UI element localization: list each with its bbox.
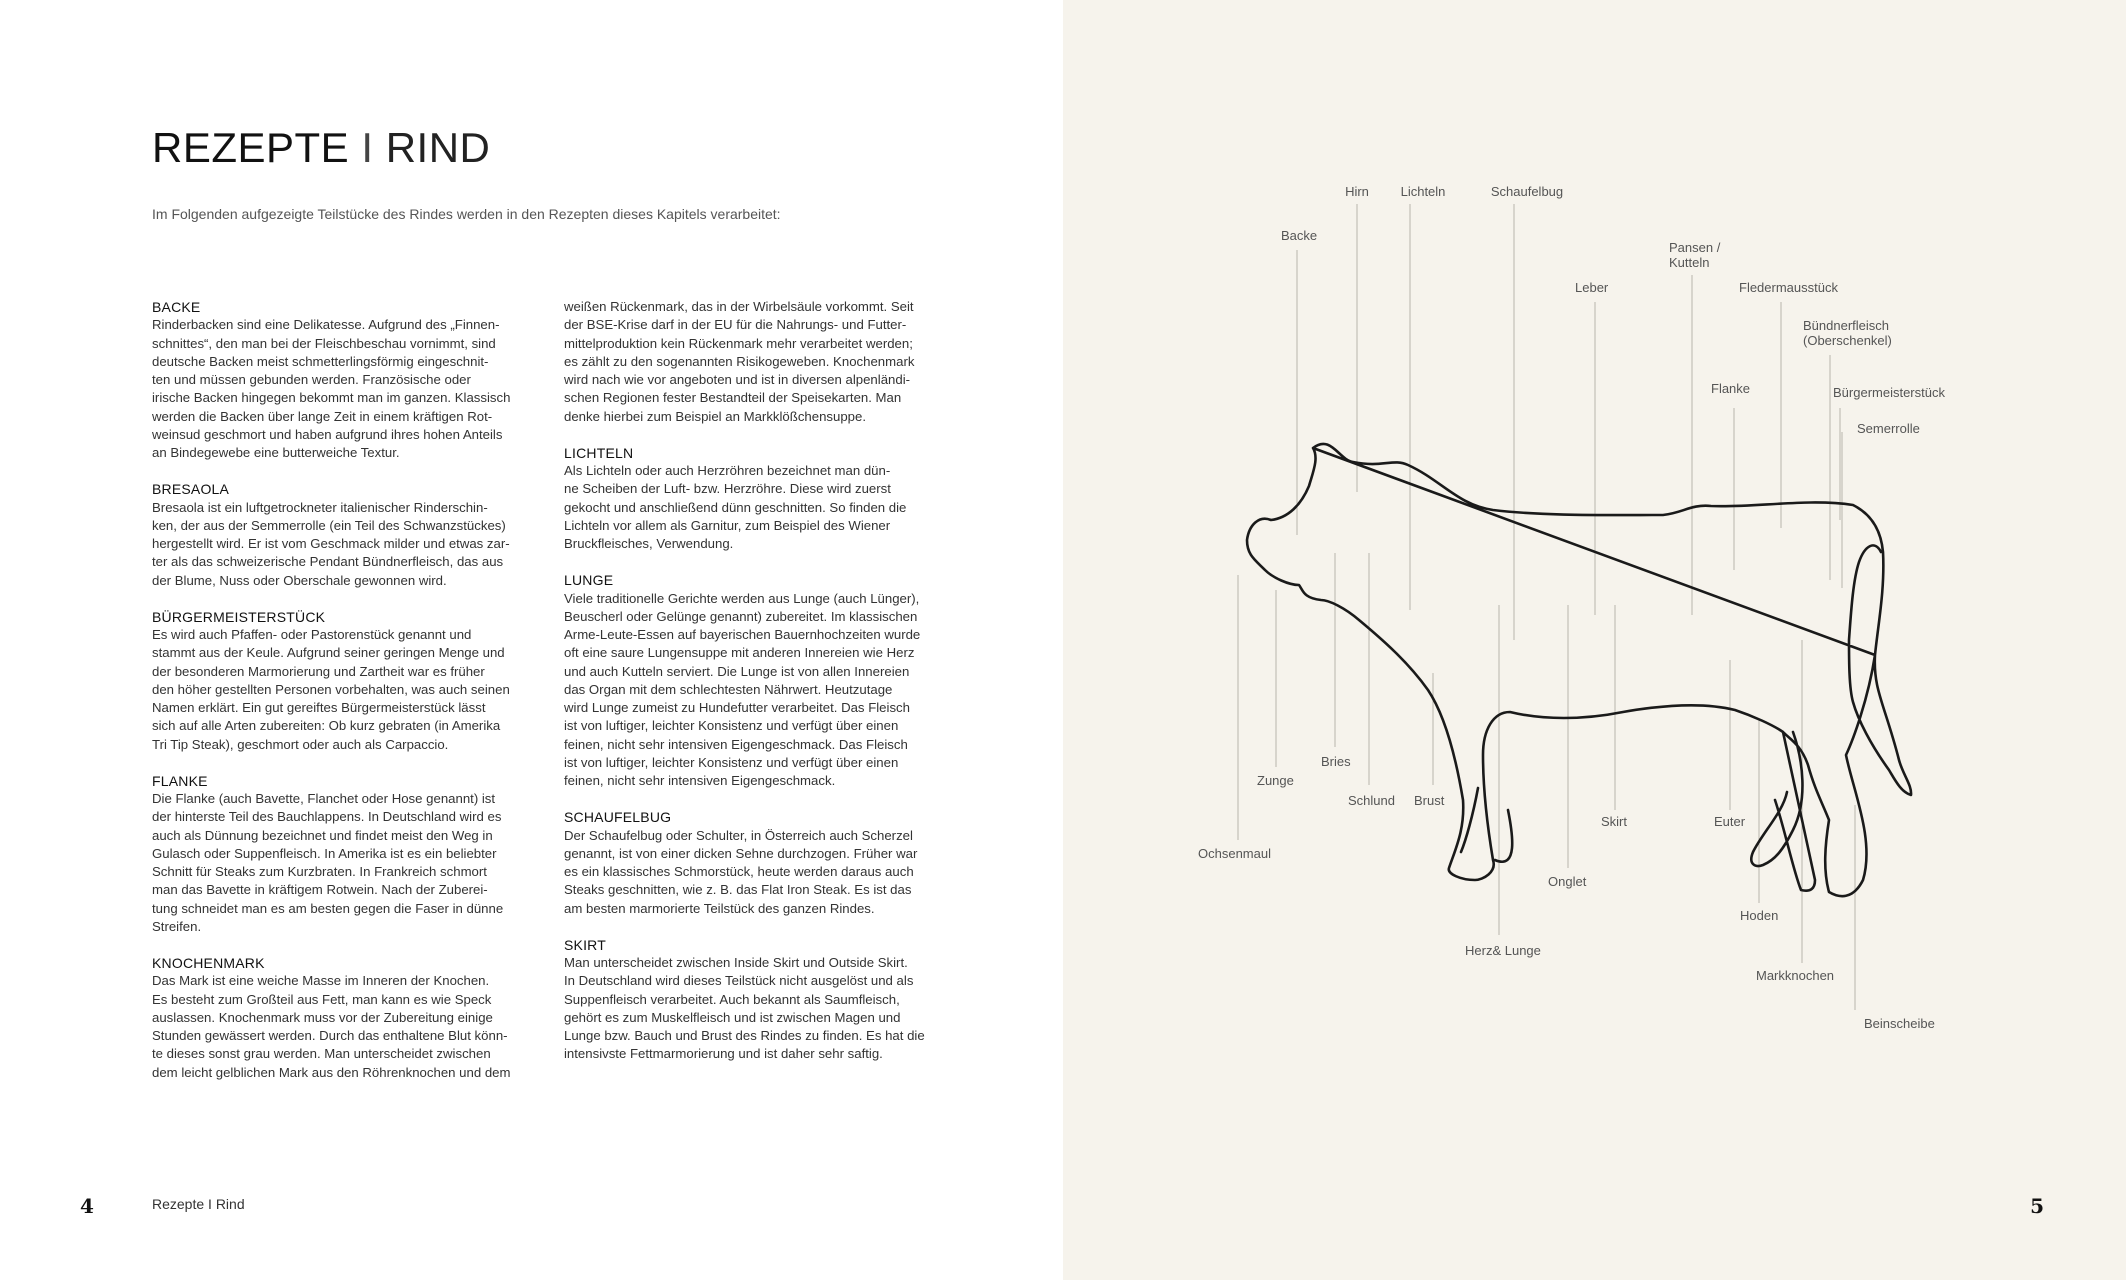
entry-schaufelbug [564, 808, 964, 918]
label-markknochen: Markknochen [1756, 968, 1835, 983]
label-backe: Backe [1281, 228, 1318, 243]
entry-heading: BÜRGERMEISTERSTÜCK [152, 608, 326, 625]
entry-text: Als Lichteln oder auch Herzröhren bezeichnet man dün- ne Scheiben der Luft- bzw. Herzröhre. Diese wird zuerst gekocht und anschließend dünn geschnitten. So finden die Lichteln vor allem als Garnitur, zum Beispiel des Wiener Bruckfleisches, Verwendung. [564, 463, 907, 551]
label-semerrolle: Semerrolle [1857, 421, 1920, 436]
label-onglet: Onglet [1548, 874, 1587, 889]
entry-heading: FLANKE [152, 772, 208, 789]
title-sub: RIND [385, 124, 491, 171]
label-pansen-line1: Pansen / [1669, 240, 1721, 255]
entry-heading: BRESAOLA [152, 481, 230, 498]
entry-continuation: weißen Rückenmark, das in der Wirbelsäule vorkommt. Seit der BSE-Krise darf in der EU für die Nahrungs- und Futter- mittelproduktion kein Rückenmark mehr verarbeitet werden; es zählt zu den sogenannten Risikogeweben. Knochenmark wird nach wie vor angeboten und ist in diversen alpenländi- schen Regionen fester Bestandteil der Speisekarten. Man denke hierbei zum Beispiel an Markklößchensuppe. [564, 299, 915, 424]
entry-text: Man unterscheidet zwischen Inside Skirt und Outside Skirt. In Deutschland wird dieses Teilstück nicht ausgelöst und als Suppenfleisch verarbeitet. Auch bekannt als Saumfleisch, gehört es zum Muskelfleisch und ist zwischen Magen und Lunge bzw. Bauch und Brust des Rindes zu finden. Es hat die intensivste Fettmarmorierung und ist daher sehr saftig. [564, 955, 925, 1062]
label-euter: Euter [1714, 814, 1746, 829]
title-main: REZEPTE [152, 124, 350, 171]
label-skirt: Skirt [1601, 814, 1627, 829]
right-page [1063, 0, 2126, 1280]
intro-text: Im Folgenden aufgezeigte Teilstücke des Rindes werden in den Rezepten dieses Kapitels verarbeitet: [152, 206, 781, 222]
entry-text: Das Mark ist eine weiche Masse im Inneren der Knochen. Es besteht zum Großteil aus Fett, man kann es wie Speck auslassen. Knochenmark muss vor der Zubereitung einige Stunden gewässert werden. Durch das enthaltene Blut könn- te dieses sonst grau werden. Man unterscheidet zwischen dem leicht gelblichen Mark aus den Röhrenknochen und dem [152, 973, 511, 1080]
text-column-2 [564, 298, 964, 1082]
entry-text: Es wird auch Pfaffen- oder Pastorenstück genannt und stammt aus der Keule. Aufgrund seiner geringen Menge und der besonderen Marmorierung und Zartheit war es früher den höher gestellten Personen vorbehalten, was auch seinen Namen erklärt. Ein gut gereiftes Bürgermeisterstück lässt sich auf alle Arten zubereiten: Ob kurz gebraten (in Amerika Tri Tip Steak), geschmort oder auch als Carpaccio. [152, 627, 510, 752]
label-fledermausstueck: Fledermausstück [1739, 280, 1838, 295]
entry-heading: BACKE [152, 299, 201, 315]
label-ochsenmaul: Ochsenmaul [1198, 846, 1271, 861]
label-brust: Brust [1414, 793, 1445, 808]
entry-heading: LICHTELN [564, 444, 634, 461]
leader-lines [1238, 204, 1855, 1010]
label-schaufelbug: Schaufelbug [1490, 184, 1564, 199]
entry-bresaola [152, 480, 552, 590]
entry-text: Viele traditionelle Gerichte werden aus Lunge (auch Lünger), Beuscherl oder Gelünge genannt) zubereitet. Im klassischen Arme-Leute-Essen auf bayerischen Bauernhochzeiten wurde oft eine saure Lungensuppe mit anderen Innereien wie Herz und auch Kutteln serviert. Die Lunge ist von allen Innereien das Organ mit dem schlechtesten Nährwert. Heutzutage wird Lunge zumeist zu Hundefutter verarbeitet. Das Fleisch ist von luftiger, leichter Konsistenz und verfügt über einen feinen, nicht sehr intensiven Eigengeschmack. Das Fleisch ist von luftiger, leichter Konsistenz und verfügt über einen feinen, nicht sehr intensiven Eigengeschmack. [564, 590, 921, 788]
label-lichteln: Lichteln [1400, 184, 1446, 199]
label-hoden: Hoden [1740, 908, 1779, 923]
entry-text: Der Schaufelbug oder Schulter, in Österreich auch Scherzel genannt, ist von einer dicken Sehne durchzogen. Früher war es ein klassisches Schmorstück, heute werden daraus auch Steaks geschnitten, wie z. B. das Flat Iron Steak. Es ist das am besten marmorierte Teilstück des ganzen Rindes. [564, 827, 918, 916]
page-title [152, 124, 490, 172]
entry-heading: KNOCHENMARK [152, 955, 265, 971]
cow-outline [1247, 444, 1911, 896]
page-number-left: 4 [80, 1194, 94, 1218]
text-column-1 [152, 298, 552, 1100]
label-flanke: Flanke [1711, 381, 1751, 396]
label-buendnerfleisch-line1: Bündnerfleisch [1803, 318, 1889, 333]
label-leber: Leber [1575, 280, 1609, 295]
entry-heading: SCHAUFELBUG [564, 809, 672, 826]
label-pansen-line2: Kutteln [1669, 255, 1710, 270]
label-zunge: Zunge [1257, 773, 1294, 788]
label-hirn: Hirn [1345, 184, 1369, 199]
entry-backe [152, 298, 552, 462]
entry-flanke [152, 772, 552, 936]
label-buendnerfleisch-line2: (Oberschenkel) [1803, 333, 1892, 348]
label-bries: Bries [1321, 754, 1351, 769]
entry-skirt [564, 936, 964, 1064]
entry-lunge [564, 571, 964, 790]
entry-lichteln [564, 444, 964, 554]
label-herz-lunge: Herz& Lunge [1465, 943, 1541, 958]
entry-knochenmark [152, 954, 552, 1082]
running-footer: Rezepte I Rind [152, 1196, 245, 1212]
entry-buergermeisterstueck [152, 608, 552, 754]
entry-text: Rinderbacken sind eine Delikatesse. Aufgrund des „Finnen- schnittes“, den man bei der Fleischbeschau vornimmt, sind deutsche Backen meist schmetterlingsförmig eingeschnit- ten und müssen gebunden werden. Französische oder irische Backen hingegen bekommt man im ganzen. Klassisch werden die Backen über lange Zeit in einem kräftigen Rot- weinsud geschmort und haben aufgrund ihres hohen Anteils an Bindegewebe eine butterweiche Textur. [152, 317, 511, 460]
page-number-right: 5 [2030, 1194, 2044, 1218]
label-buergermeisterstueck: Bürgermeisterstück [1833, 385, 1945, 400]
entry-text: Bresaola ist ein luftgetrockneter italienischer Rinderschin- ken, der aus der Semmerrolle (ein Teil des Schwanzstückes) hergestellt wird. Er ist vom Geschmack milder und etwas zar- ter als das schweizerische Pendant Bündnerfleisch, das aus der Blume, Nuss oder Oberschale gewonnen wird. [152, 499, 510, 588]
cut-labels [1198, 184, 1945, 1031]
entry-text: Die Flanke (auch Bavette, Flanchet oder Hose genannt) ist der hinterste Teil des Bauchlappens. In Deutschland wird es auch als Dünnung bezeichnet und findet meist den Weg in Gulasch oder Suppenfleisch. In Amerika ist es ein beliebter Schnitt für Steaks zum Kurzbraten. In Frankreich schmort man das Bavette in kräftigem Rotwein. Nach der Zuberei- tung schneidet man es am besten gegen die Faser in dünne Streifen. [152, 791, 504, 934]
entry-heading: SKIRT [564, 936, 606, 953]
title-separator: I [361, 124, 374, 171]
label-schlund: Schlund [1348, 793, 1395, 808]
beef-cuts-diagram [1063, 0, 2126, 1280]
entry-heading: LUNGE [564, 572, 614, 589]
label-beinscheibe: Beinscheibe [1864, 1016, 1935, 1031]
